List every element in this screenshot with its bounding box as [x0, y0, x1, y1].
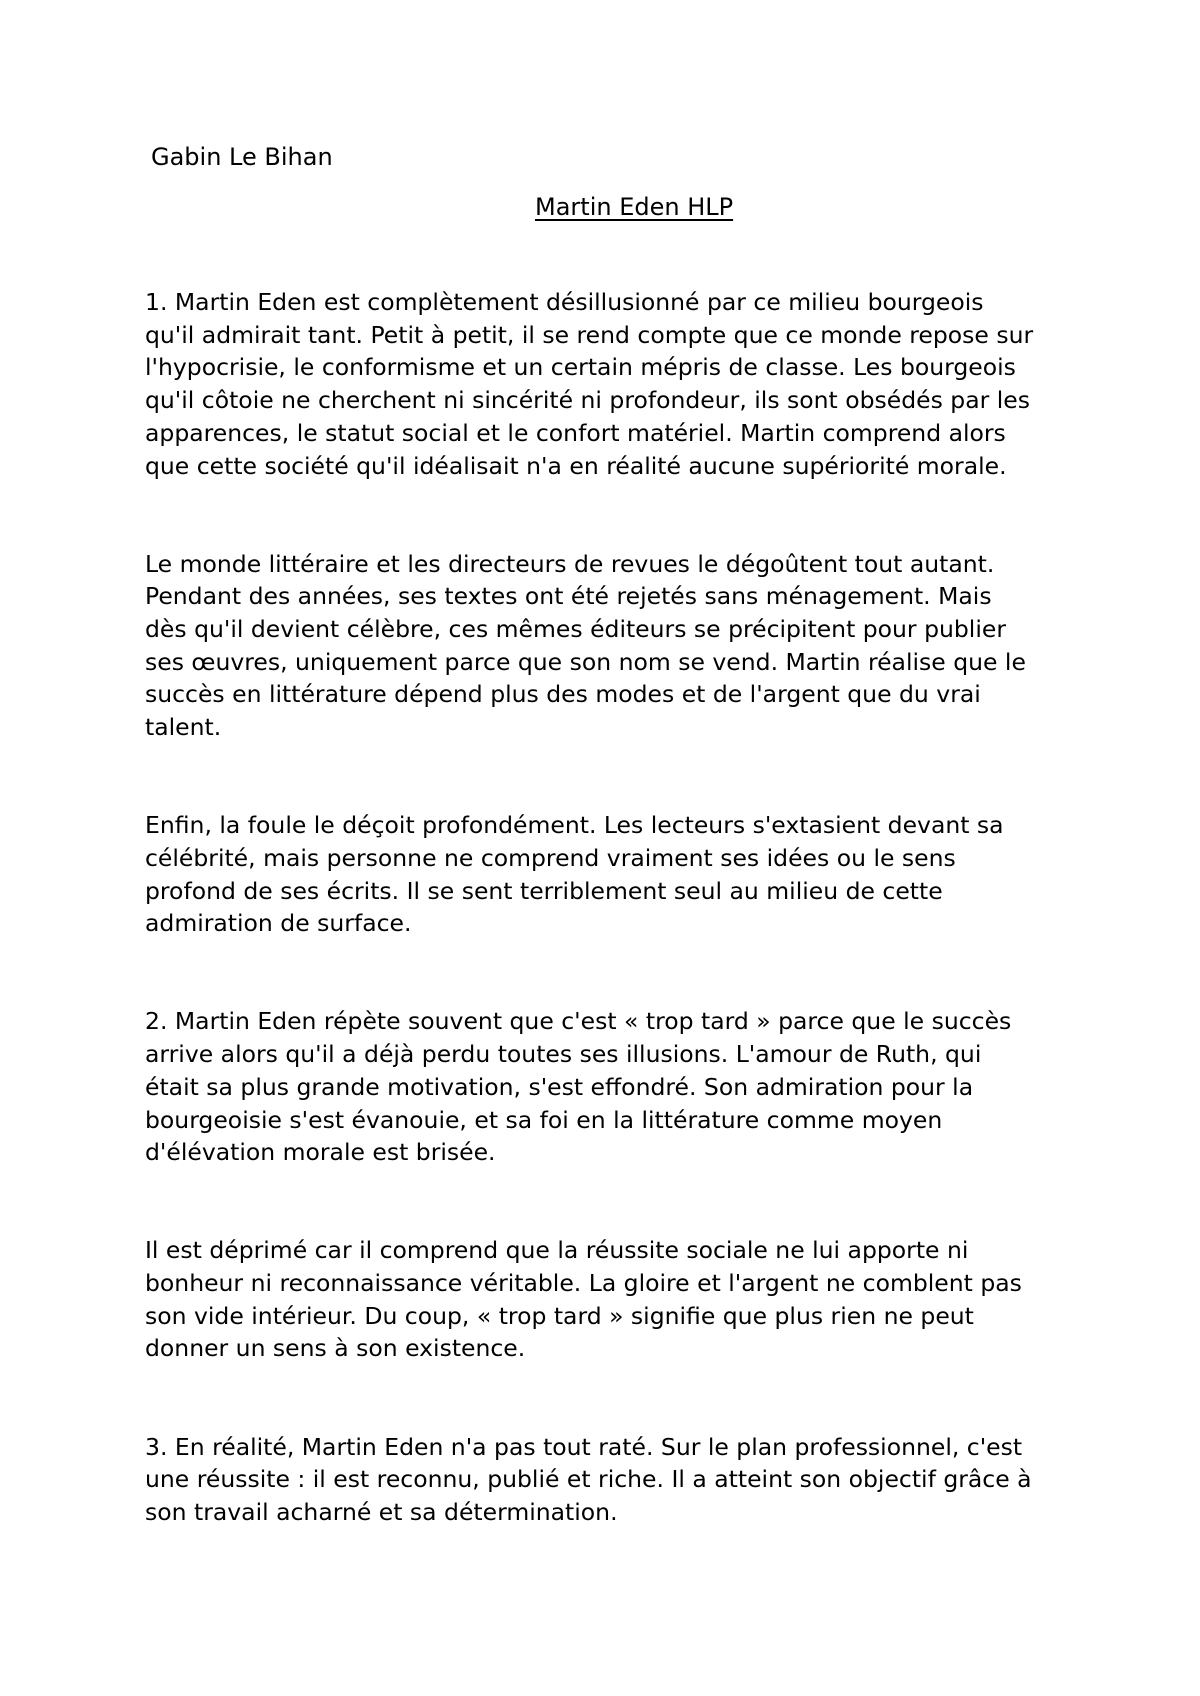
text-line: succès en littérature dépend plus des modes et de l'argent que du vrai: [145, 680, 981, 709]
text-line: profond de ses écrits. Il se sent terriblement seul au milieu de cette: [145, 876, 943, 905]
text-line: d'élévation morale est brisée.: [145, 1138, 496, 1167]
text-line: 3. En réalité, Martin Eden n'a pas tout raté. Sur le plan professionnel, c'est: [145, 1432, 1023, 1461]
text-line: apparences, le statut social et le confort matériel. Martin comprend alors: [145, 418, 1006, 447]
text-line: l'hypocrisie, le conformisme et un certain mépris de classe. Les bourgeois: [145, 353, 1016, 382]
paragraph-5: [145, 1234, 1145, 1365]
author-name: Gabin Le Bihan: [151, 143, 333, 171]
text-line: talent.: [145, 713, 222, 742]
text-line: ses œuvres, uniquement parce que son nom se vend. Martin réalise que le: [145, 647, 1026, 676]
text-line: dès qu'il devient célèbre, ces mêmes éditeurs se précipitent pour publier: [145, 615, 1006, 644]
document-body: [145, 286, 1145, 1529]
text-line: était sa plus grande motivation, s'est effondré. Son admiration pour la: [145, 1072, 974, 1101]
text-line: qu'il côtoie ne cherchent ni sincérité ni profondeur, ils sont obsédés par les: [145, 386, 1030, 415]
text-line: Il est déprimé car il comprend que la réussite sociale ne lui apporte ni: [145, 1236, 969, 1265]
text-line: célébrité, mais personne ne comprend vraiment ses idées ou le sens: [145, 843, 956, 872]
text-line: Pendant des années, ses textes ont été rejetés sans ménagement. Mais: [145, 582, 992, 611]
text-line: donner un sens à son existence.: [145, 1334, 526, 1363]
text-line: son travail acharné et sa détermination.: [145, 1497, 618, 1526]
text-line: qu'il admirait tant. Petit à petit, il se rend compte que ce monde repose sur: [145, 320, 1034, 349]
text-line: arrive alors qu'il a déjà perdu toutes ses illusions. L'amour de Ruth, qui: [145, 1040, 982, 1069]
text-line: Enfin, la foule le déçoit profondément. Les lecteurs s'extasient devant sa: [145, 811, 1004, 840]
paragraph-6: [145, 1431, 1145, 1529]
paragraph-2: [145, 548, 1145, 744]
text-line: bourgeoisie s'est évanouie, et sa foi en la littérature comme moyen: [145, 1105, 943, 1134]
text-line: bonheur ni reconnaissance véritable. La gloire et l'argent ne comblent pas: [145, 1269, 1022, 1298]
text-line: Le monde littéraire et les directeurs de revues le dégoûtent tout autant.: [145, 549, 995, 578]
paragraph-4: [145, 1005, 1145, 1169]
text-line: admiration de surface.: [145, 909, 412, 938]
text-line: 2. Martin Eden répète souvent que c'est « trop tard » parce que le succès: [145, 1007, 1012, 1036]
text-line: 1. Martin Eden est complètement désillusionné par ce milieu bourgeois: [145, 288, 984, 316]
text-line: son vide intérieur. Du coup, « trop tard » signifie que plus rien ne peut: [145, 1301, 974, 1330]
text-line: une réussite : il est reconnu, publié et riche. Il a atteint son objectif grâce à: [145, 1465, 1032, 1494]
document-title: Martin Eden HLP: [535, 193, 734, 221]
paragraph-1: [145, 286, 1145, 482]
paragraph-3: [145, 809, 1145, 940]
text-line: que cette société qu'il idéalisait n'a en réalité aucune supériorité morale.: [145, 451, 1007, 480]
